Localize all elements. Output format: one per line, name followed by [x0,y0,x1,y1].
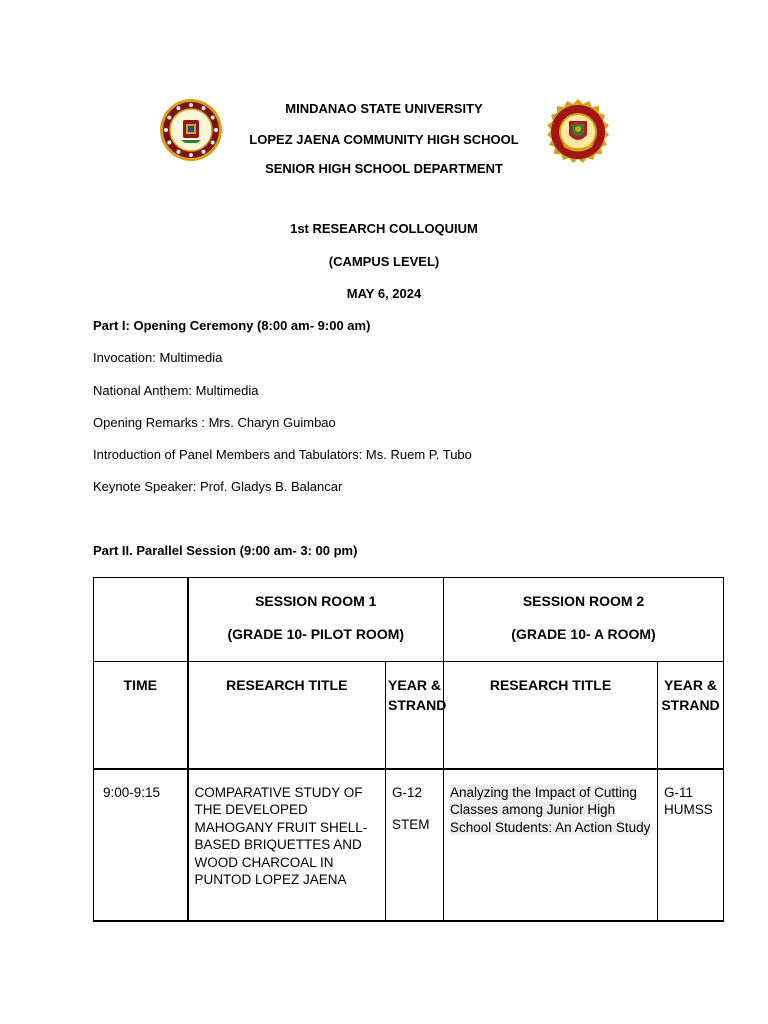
session-time: 9:00-9:15 [94,769,188,921]
event-date: MAY 6, 2024 [346,286,422,301]
part2-heading: Part II. Parallel Session (9:00 am- 3: 00 pm) [93,543,358,558]
grade-1: G-12 [392,784,423,800]
room-2-location: (GRADE 10- A ROOM) [511,626,656,642]
year-strand-header-1: YEAR & STRAND [386,662,444,769]
room-1-location: (GRADE 10- PILOT ROOM) [227,626,405,642]
program-item: Opening Remarks : Mrs. Charyn Guimbao [93,415,336,430]
msu-seal-icon [542,99,614,167]
department-name: SENIOR HIGH SCHOOL DEPARTMENT [265,161,503,176]
program-item: National Anthem: Multimedia [93,383,259,398]
school-name: LOPEZ JAENA COMMUNITY HIGH SCHOOL [249,132,519,147]
research-title-2-cell [444,769,658,921]
session-room-2-header [444,578,724,662]
part1-heading: Part I: Opening Ceremony (8:00 am- 9:00 am) [93,318,371,333]
research-title-header-1: RESEARCH TITLE [188,662,386,769]
program-item: Keynote Speaker: Prof. Gladys B. Balancar [93,479,343,494]
strand-2: HUMSS [664,802,713,817]
research-title-1: COMPARATIVE STUDY OF THE DEVELOPED MAHOGANY FRUIT SHELL-BASED BRIQUETTES AND WOOD CHARCOAL IN PUNTOD LOPEZ JAENA [188,769,386,921]
event-title: 1st RESEARCH COLLOQUIUM [290,221,478,236]
room-1-name: SESSION ROOM 1 [255,593,377,609]
year-strand-1 [386,769,444,921]
time-column-header: TIME [94,662,188,769]
research-title-2: Analyzing the Impact of Cutting Classes among Junior High School Students: An Action Study [450,784,651,835]
year-strand-2 [658,769,724,921]
empty-header-cell [94,578,188,662]
room-2-name: SESSION ROOM 2 [522,593,645,609]
grade-2: G-11 [664,784,694,800]
strand-1: STEM [392,817,430,832]
table-row [94,769,724,921]
program-item: Invocation: Multimedia [93,350,223,365]
research-title-header-2: RESEARCH TITLE [444,662,658,769]
parallel-session-table [93,577,724,922]
university-name: MINDANAO STATE UNIVERSITY [285,101,483,116]
program-item: Introduction of Panel Members and Tabulators: Ms. Ruem P. Tubo [93,447,472,462]
year-strand-header-2: YEAR & STRAND [658,662,724,769]
session-room-1-header [188,578,444,662]
event-level: (CAMPUS LEVEL) [328,254,440,269]
